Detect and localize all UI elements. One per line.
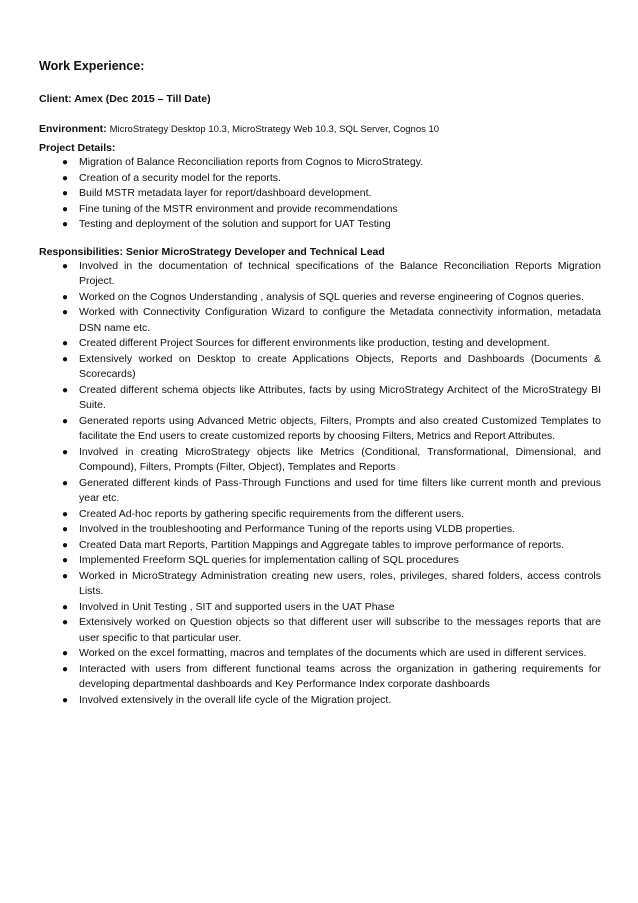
environment-label: Environment: (39, 123, 107, 135)
project-detail-item-text: Build MSTR metadata layer for report/dashboard development. (79, 187, 372, 199)
responsibility-item-text: Worked on the excel formatting, macros and templates of the documents which are used in different services. (79, 647, 587, 659)
responsibility-item-text: Created different Project Sources for different environments like production, testing and development. (79, 337, 550, 349)
project-detail-item (39, 155, 601, 171)
responsibilities-list (39, 259, 601, 709)
bullet-icon: ● (62, 260, 69, 272)
responsibility-item-text: Involved in the documentation of technical specifications of the Balance Reconciliation Reports Migration Project. (79, 259, 601, 287)
responsibility-item (39, 522, 601, 538)
project-detail-item (39, 171, 601, 187)
project-detail-item (39, 202, 601, 218)
bullet-icon: ● (62, 219, 69, 230)
bullet-icon: ● (62, 446, 69, 458)
bullet-icon: ● (62, 694, 69, 706)
environment-line (39, 122, 601, 137)
project-details-list (39, 155, 601, 233)
responsibility-item (39, 615, 601, 646)
responsibility-item (39, 383, 601, 414)
responsibility-item-text: Worked in MicroStrategy Administration creating new users, roles, privileges, shared folders, access controls Lists. (79, 569, 601, 597)
responsibility-item-text: Created Ad-hoc reports by gathering specific requirements from the different users. (79, 507, 464, 520)
responsibility-item (39, 553, 601, 569)
responsibility-item (39, 476, 601, 507)
responsibility-item-text: Generated different kinds of Pass-Through Functions and used for time filters like current month and previous year etc. (79, 476, 601, 504)
environment-value: MicroStrategy Desktop 10.3, MicroStrategy Web 10.3, SQL Server, Cognos 10 (109, 124, 440, 135)
bullet-icon: ● (62, 555, 69, 566)
responsibility-item-text: Interacted with users from different functional teams across the organization in gathering requirements for developing departmental dashboards and Key Performance Index corporate dashboards (79, 662, 601, 690)
responsibility-item (39, 600, 601, 616)
work-experience-heading: Work Experience: (39, 59, 145, 73)
project-detail-item (39, 217, 601, 233)
responsibility-item (39, 646, 601, 662)
project-details-label: Project Details: (39, 142, 116, 154)
bullet-icon: ● (62, 601, 69, 613)
bullet-icon: ● (62, 291, 69, 303)
responsibility-item-text: Created different schema objects like Attributes, facts by using MicroStrategy Architect of the MicroStrategy BI Suite. (79, 383, 601, 411)
bullet-icon: ● (62, 663, 69, 675)
bullet-icon: ● (62, 570, 69, 582)
project-detail-item-text: Creation of a security model for the reports. (79, 171, 281, 184)
project-detail-item-text: Fine tuning of the MSTR environment and provide recommendations (79, 202, 398, 215)
bullet-icon: ● (62, 338, 69, 349)
project-detail-item-text: Testing and deployment of the solution and support for UAT Testing (79, 218, 391, 230)
responsibility-item (39, 662, 601, 693)
project-detail-item (39, 186, 601, 202)
bullet-icon: ● (62, 172, 69, 184)
responsibility-item-text: Implemented Freeform SQL queries for implementation calling of SQL procedures (79, 554, 459, 566)
responsibility-item (39, 259, 601, 290)
responsibility-item (39, 305, 601, 336)
responsibility-item (39, 414, 601, 445)
responsibility-item-text: Involved in creating MicroStrategy objects like Metrics (Conditional, Transformational, Dimensional, and Compound), Filters, Prompts (Filter, Object), Templates and Reports (79, 445, 601, 473)
responsibility-item (39, 445, 601, 476)
responsibility-item-text: Extensively worked on Desktop to create Applications Objects, Reports and Dashboards (Documents & Scorecards) (79, 352, 601, 380)
project-detail-item-text: Migration of Balance Reconciliation reports from Cognos to MicroStrategy. (79, 156, 424, 168)
responsibility-item (39, 693, 601, 709)
responsibility-item-text: Created Data mart Reports, Partition Mappings and Aggregate tables to improve performance of reports. (79, 538, 564, 551)
responsibilities-label: Responsibilities: Senior MicroStrategy Developer and Technical Lead (39, 245, 385, 258)
bullet-icon: ● (62, 307, 69, 318)
responsibility-item (39, 290, 601, 306)
responsibility-item-text: Extensively worked on Question objects so that different user will subscribe to the messages reports that are user specific to that particular user. (79, 616, 601, 644)
bullet-icon: ● (62, 508, 69, 520)
bullet-icon: ● (62, 188, 69, 199)
client-line: Client: Amex (Dec 2015 – Till Date) (39, 93, 211, 105)
bullet-icon: ● (62, 617, 69, 628)
bullet-icon: ● (62, 539, 69, 551)
responsibility-item-text: Involved extensively in the overall life cycle of the Migration project. (79, 693, 392, 706)
bullet-icon: ● (62, 477, 69, 489)
bullet-icon: ● (62, 648, 69, 659)
bullet-icon: ● (62, 415, 69, 427)
responsibility-item-text: Involved in the troubleshooting and Performance Tuning of the reports using VLDB properties. (79, 523, 516, 535)
bullet-icon: ● (62, 524, 69, 535)
responsibility-item (39, 336, 601, 352)
responsibility-item-text: Generated reports using Advanced Metric objects, Filters, Prompts and also created Customized Templates to facilitate the End users to create customized reports by choosing Filters, Metrics and Report Attributes. (79, 414, 601, 442)
bullet-icon: ● (62, 384, 69, 396)
bullet-icon: ● (62, 203, 69, 215)
responsibility-item (39, 538, 601, 554)
bullet-icon: ● (62, 157, 69, 168)
bullet-icon: ● (62, 353, 69, 365)
responsibility-item-text: Worked with Connectivity Configuration Wizard to configure the Metadata connectivity information, metadata DSN name etc. (79, 306, 601, 334)
responsibility-item-text: Worked on the Cognos Understanding , analysis of SQL queries and reverse engineering of Cognos queries. (79, 290, 584, 303)
document-page (39, 58, 601, 708)
responsibility-item-text: Involved in Unit Testing , SIT and supported users in the UAT Phase (79, 600, 395, 613)
responsibility-item (39, 352, 601, 383)
responsibility-item (39, 569, 601, 600)
responsibility-item (39, 507, 601, 523)
